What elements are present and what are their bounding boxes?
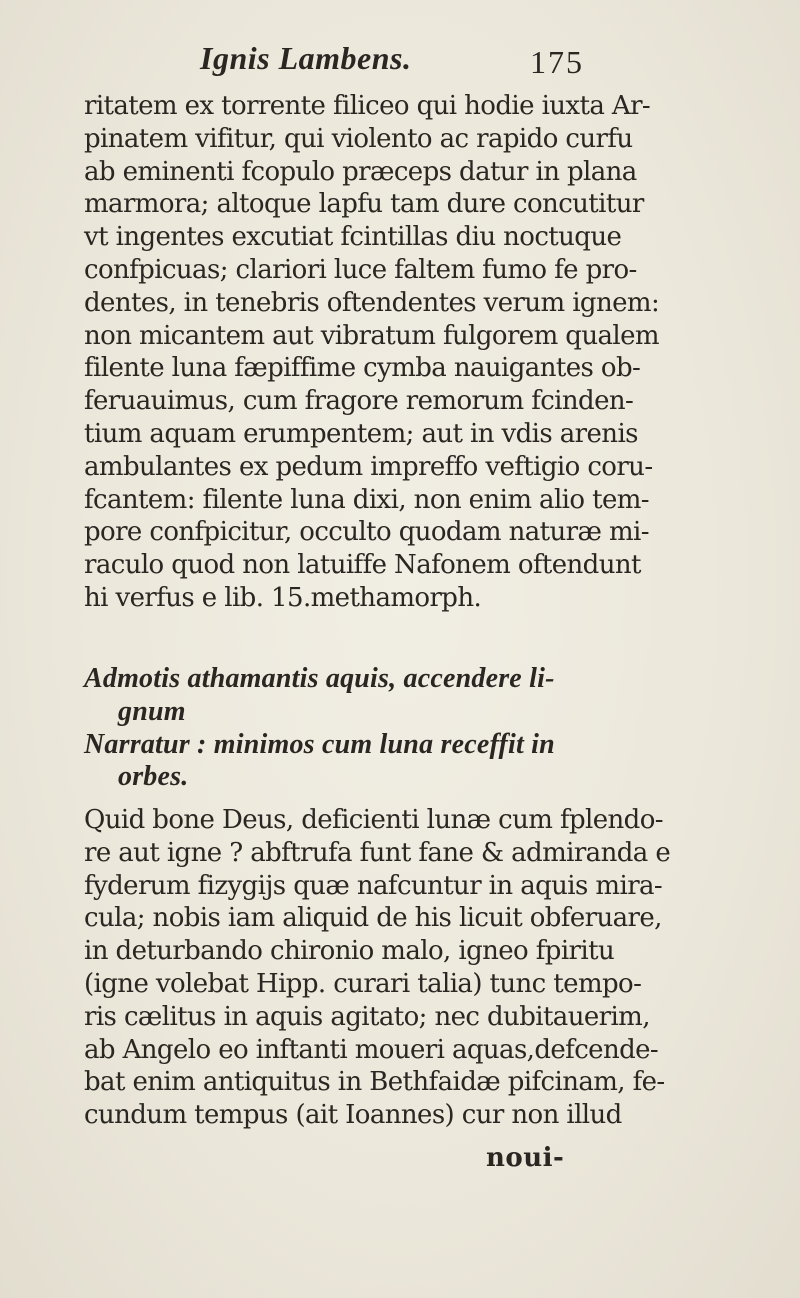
text-line: re aut igne ? abftrufa funt fane & admiranda e	[84, 837, 671, 868]
text-line: filente luna fæpiffime cymba nauigantes ob-	[84, 353, 641, 384]
text-line: marmora; altoque lapfu tam dure concutitur	[84, 189, 644, 220]
running-title: Ignis Lambens.	[200, 40, 412, 76]
text-line: ambulantes ex pedum impreffo veftigio coru-	[84, 451, 653, 482]
catchword: noui-	[486, 1143, 565, 1173]
paragraph-1	[84, 90, 784, 615]
text-line: raculo quod non latuiffe Nafonem oftendunt	[84, 550, 641, 581]
text-line: confpicuas; clariori luce faltem fumo fe pro-	[84, 254, 637, 285]
text-line: pore confpicitur, occulto quodam naturæ mi-	[84, 517, 649, 548]
text-line: ab eminenti fcopulo præceps datur in plana	[84, 156, 637, 187]
text-line: feruauimus, cum fragore remorum fcinden-	[84, 386, 634, 417]
text-line: non micantem aut vibratum fulgorem qualem	[84, 320, 659, 351]
text-line: bat enim antiquitus in Bethfaidæ pifcinam, fe-	[84, 1067, 665, 1098]
text-line: pinatem vifitur, qui violento ac rapido curfu	[84, 123, 633, 154]
verse-line: Admotis athamantis aquis, accendere li-	[84, 663, 555, 694]
paragraph-2	[84, 804, 784, 1132]
verse-line: gnum	[118, 695, 186, 727]
text-line: vt ingentes excutiat fcintillas diu noctuque	[84, 222, 622, 253]
text-line: fcantem: filente luna dixi, non enim alio tem-	[84, 484, 649, 515]
text-line: cula; nobis iam aliquid de his licuit obferuare,	[84, 903, 662, 934]
verse-line: Narratur : minimos cum luna receffit in	[84, 728, 555, 760]
text-line: ab Angelo eo inftanti moueri aquas,defcende-	[84, 1034, 659, 1065]
page-number: 175	[530, 44, 584, 80]
verse-line: orbes.	[118, 761, 189, 793]
text-line: tium aquam erumpentem; aut in vdis arenis	[84, 418, 638, 449]
text-line: ris cælitus in aquis agitato; nec dubitauerim,	[84, 1001, 650, 1032]
text-line: fyderum fizygijs quæ nafcuntur in aquis mira-	[84, 870, 663, 901]
text-line: cundum tempus (ait Ioannes) cur non illud	[84, 1100, 622, 1131]
text-line: ritatem ex torrente filiceo qui hodie iuxta Ar-	[84, 91, 651, 121]
text-line: Quid bone Deus, deficienti lunæ cum fplendo-	[84, 805, 663, 835]
text-line: dentes, in tenebris oftendentes verum ignem:	[84, 287, 660, 318]
running-head	[200, 40, 760, 88]
text-line: in deturbando chironio malo, igneo fpiritu	[84, 936, 615, 967]
text-line: (igne volebat Hipp. curari talia) tunc tempo-	[84, 968, 642, 999]
verse-quotation	[84, 663, 784, 794]
text-line: hi verfus e lib. 15.methamorph.	[84, 582, 482, 613]
